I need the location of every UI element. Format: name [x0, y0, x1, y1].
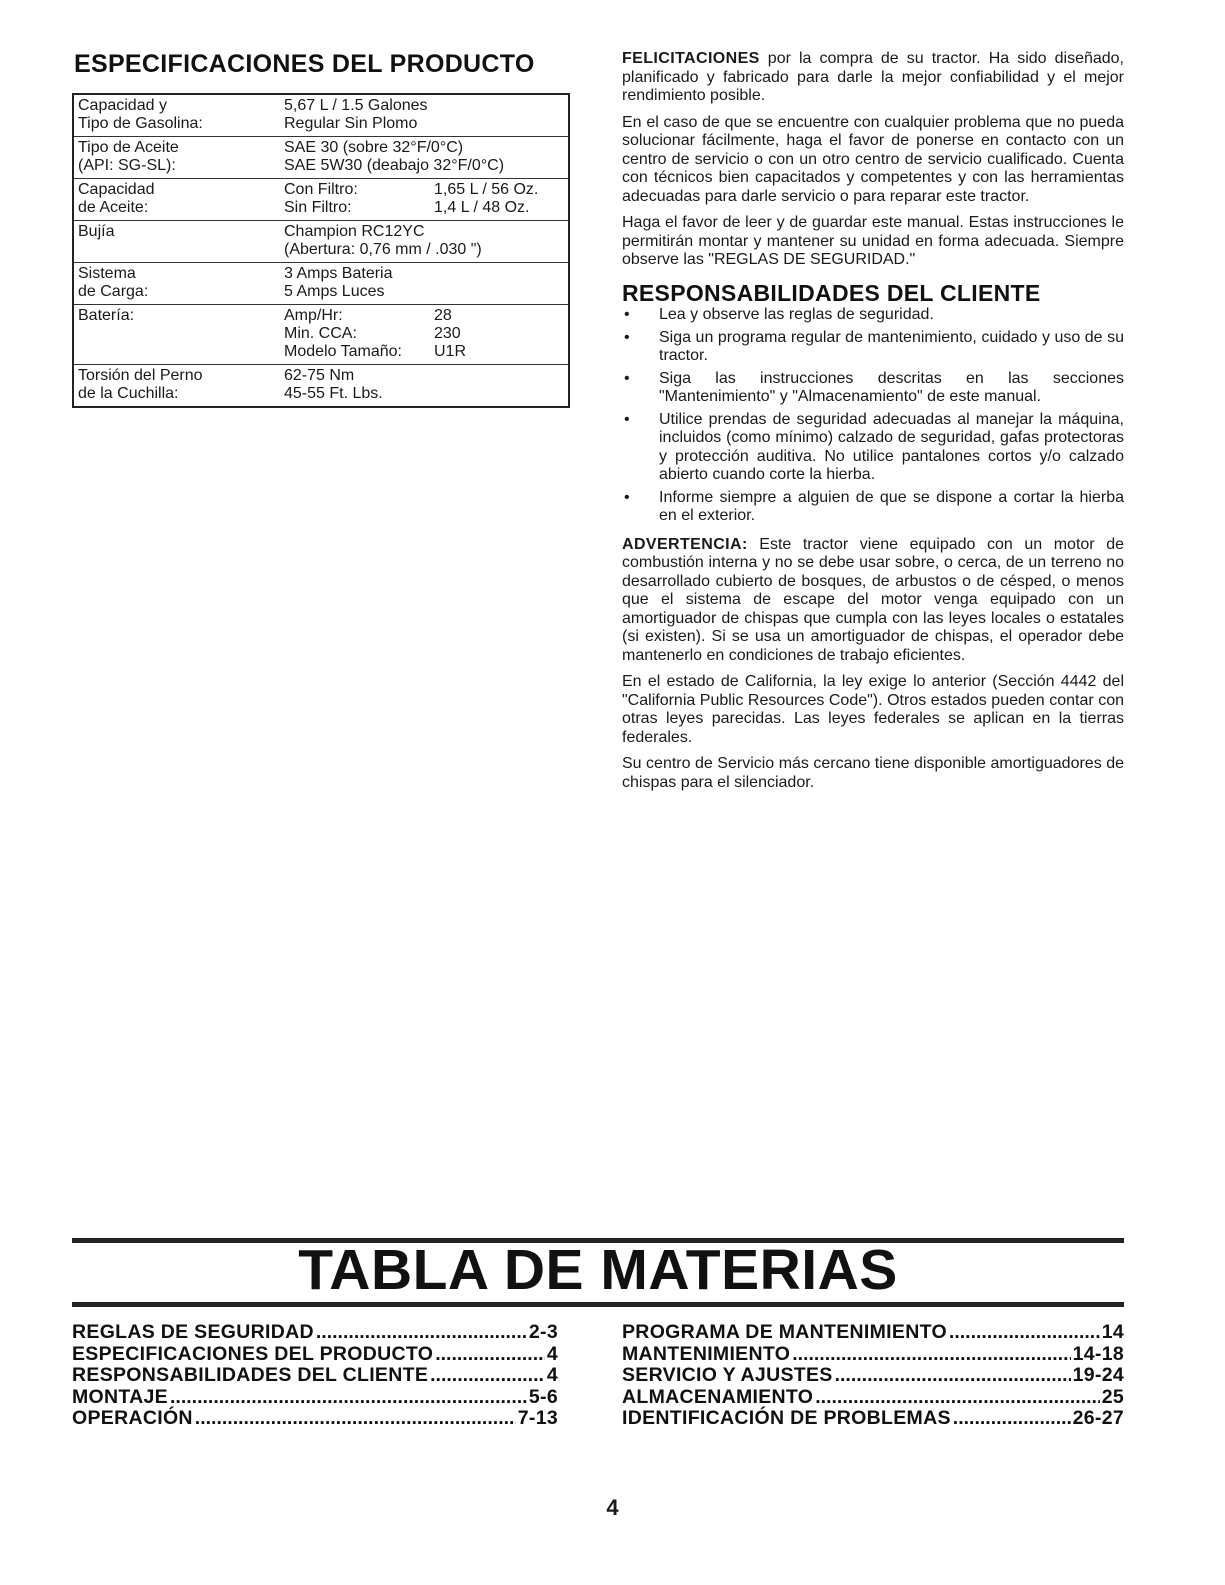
spec-value — [284, 367, 568, 403]
spec-value-line: (Abertura: 0,76 mm / .030 ") — [284, 241, 482, 258]
toc-title: TABLA DE MATERIAS — [298, 1238, 898, 1302]
spec-value-number: 230 — [434, 325, 461, 342]
spec-value-number: 28 — [434, 307, 452, 324]
bullet-icon: • — [624, 410, 630, 428]
toc-dot-leader — [792, 1344, 1070, 1366]
toc-entry — [622, 1408, 1124, 1430]
toc-entry-title: IDENTIFICACIÓN DE PROBLEMAS — [622, 1407, 951, 1429]
list-item — [622, 306, 1124, 325]
toc-entry — [72, 1344, 558, 1366]
toc-entry-title: ESPECIFICACIONES DEL PRODUCTO — [72, 1342, 434, 1365]
spec-value-key: Modelo Tamaño: — [284, 343, 402, 360]
toc-entry — [72, 1408, 558, 1430]
spec-value-line: Regular Sin Plomo — [284, 115, 418, 132]
toc-entry — [622, 1365, 1124, 1387]
spec-label: Tipo de Aceite (API: SG-SL): — [78, 139, 179, 174]
bullet-icon: • — [624, 328, 630, 346]
spec-value — [284, 139, 568, 175]
toc-dot-leader — [170, 1387, 527, 1409]
spec-row — [74, 304, 568, 364]
spec-row — [74, 136, 568, 178]
warning-paragraph — [622, 536, 1124, 666]
spec-value-pair — [284, 343, 568, 361]
toc-dot-leader — [316, 1322, 527, 1344]
spec-value — [284, 97, 568, 133]
toc-entry-title: RESPONSABILIDADES DEL CLIENTE — [72, 1364, 429, 1386]
spec-value-pair — [284, 325, 568, 343]
list-item-text: Siga un programa regular de mantenimiento, cuidado y uso de su tractor. — [659, 328, 1124, 364]
toc-entry-title: MONTAJE — [72, 1385, 168, 1408]
spec-label: Capacidad de Aceite: — [78, 181, 155, 216]
intro-paragraph-2: En el caso de que se encuentre con cualquier problema que no pueda solucionar fácilmente, haga el favor de ponerse en contacto con un centro de servicio o con un otro centro de servicio cualificado. Cuenta con técnicos bien capacitados y competentes y con las herramientas adecuadas para darle servicio o para reparar este tractor. — [622, 113, 1124, 205]
specs-table — [72, 93, 570, 408]
bullet-icon: • — [624, 488, 630, 506]
spec-value-pair — [284, 199, 568, 217]
spec-row — [74, 95, 568, 136]
toc-entry — [622, 1322, 1124, 1344]
spec-row — [74, 262, 568, 304]
spec-value-line: 5,67 L / 1.5 Galones — [284, 97, 428, 114]
toc-entry-page: 4 — [546, 1342, 558, 1365]
intro-lead-text: por la compra de su tractor. Ha sido diseñado, planificado y fabricado para darle la mejor confiabilidad y el mejor rendimiento posible. — [622, 50, 1124, 104]
spec-value-line: Champion RC12YC — [284, 223, 425, 240]
spec-row — [74, 220, 568, 262]
spec-value-line: 5 Amps Luces — [284, 283, 385, 300]
toc-entry — [72, 1365, 558, 1387]
specs-section — [72, 50, 570, 408]
toc-entry-page: 2-3 — [528, 1321, 558, 1343]
toc-entry-title: MANTENIMIENTO — [622, 1342, 791, 1365]
toc-entry-title: SERVICIO Y AJUSTES — [622, 1364, 833, 1386]
list-item — [622, 411, 1124, 485]
toc-dot-leader — [195, 1408, 516, 1430]
toc-entry-title: REGLAS DE SEGURIDAD — [72, 1321, 314, 1343]
toc-entry-page: 14 — [1101, 1321, 1124, 1343]
spec-value — [284, 223, 568, 259]
spec-label: Capacidad y Tipo de Gasolina: — [78, 97, 203, 132]
warning-paragraph-2: En el estado de California, la ley exige lo anterior (Sección 4442 del "California Public Resources Code"). Otros estados pueden contar con otras leyes parecidas. Las leyes federales se aplican en la tierras federales. — [622, 673, 1124, 746]
bullet-icon: • — [624, 369, 630, 387]
spec-value-number: 1,4 L / 48 Oz. — [434, 199, 530, 216]
spec-value-line: 62-75 Nm — [284, 367, 355, 384]
spec-value-key: Con Filtro: — [284, 181, 358, 198]
toc-entry-title: OPERACIÓN — [72, 1407, 193, 1429]
intro-paragraph — [622, 50, 1124, 106]
spec-value-line: 45-55 Ft. Lbs. — [284, 385, 383, 402]
bullet-icon: • — [624, 306, 630, 323]
spec-value-key: Sin Filtro: — [284, 199, 352, 216]
toc-dot-leader — [815, 1387, 1099, 1409]
spec-value-number: U1R — [434, 343, 467, 360]
intro-paragraph-3: Haga el favor de leer y de guardar este manual. Estas instrucciones le permitirán montar y mantener su unidad en forma adecuada. Siempre observe las "REGLAS DE SEGURIDAD." — [622, 214, 1124, 268]
spec-value — [284, 307, 568, 361]
list-item-text: Utilice prendas de seguridad adecuadas al manejar la máquina, incluidos (como mínimo) calzado de seguridad, gafas protectoras y protección auditiva. No utilice pantalones cortos y/o calzado abierto cuando corte la hierba. — [659, 410, 1124, 483]
toc-entry-page: 25 — [1101, 1385, 1124, 1408]
toc-entry-page: 14-18 — [1072, 1342, 1124, 1365]
toc-entry — [72, 1322, 558, 1344]
specs-heading: ESPECIFICACIONES DEL PRODUCTO — [74, 50, 535, 78]
toc-entry-title: PROGRAMA DE MANTENIMIENTO — [622, 1321, 947, 1343]
toc-entry — [622, 1344, 1124, 1366]
list-item-text: Lea y observe las reglas de seguridad. — [659, 306, 934, 323]
warning-text: Este tractor viene equipado con un motor de combustión interna y no se debe usar sobre, o cerca, de un terreno no desarrollado cubierto de bosques, de arbustos o de césped, o menos que el sistema de escape del motor venga equipado con un amortiguador de chispas que cumpla con las leyes locales o estatales (si existen). Si se usa un amortiguador de chispas, el operador debe mantenerlo en condiciones de trabajo eficientes. — [622, 535, 1124, 664]
toc-dot-leader — [430, 1365, 545, 1387]
toc-dot-leader — [435, 1344, 545, 1366]
list-item — [622, 329, 1124, 366]
intro-lead: FELICITACIONES — [622, 50, 760, 67]
warning-lead: ADVERTENCIA: — [622, 535, 748, 553]
toc-dot-leader — [835, 1365, 1071, 1387]
spec-value-line: SAE 5W30 (deabajo 32°F/0°C) — [284, 157, 505, 174]
warning-paragraph-3: Su centro de Servicio más cercano tiene disponible amortiguadores de chispas para el silenciador. — [622, 755, 1124, 791]
toc-entry-title: ALMACENAMIENTO — [622, 1385, 814, 1408]
toc-entry — [72, 1387, 558, 1409]
toc-right-column — [622, 1322, 1124, 1430]
toc-entry-page: 4 — [546, 1364, 558, 1386]
list-item-text: Informe siempre a alguien de que se dispone a cortar la hierba en el exterior. — [659, 488, 1124, 524]
spec-value-line: SAE 30 (sobre 32°F/0°C) — [284, 139, 464, 156]
toc-entry — [622, 1387, 1124, 1409]
list-item — [622, 370, 1124, 407]
toc-entry-page: 5-6 — [528, 1385, 558, 1408]
spec-label: Batería: — [78, 307, 135, 324]
toc-entry-page: 7-13 — [517, 1407, 558, 1429]
spec-value-key: Min. CCA: — [284, 325, 357, 342]
spec-value-pair — [284, 181, 568, 199]
responsibilities-list — [622, 306, 1124, 526]
spec-label: Bujía — [78, 223, 115, 240]
list-item-text: Siga las instrucciones descritas en las secciones "Mantenimiento" y "Almacenamiento" de este manual. — [659, 369, 1124, 405]
spec-value — [284, 265, 568, 301]
toc-left-column — [72, 1322, 558, 1430]
spec-value-line: 3 Amps Bateria — [284, 265, 393, 282]
toc-entry-page: 19-24 — [1072, 1364, 1124, 1386]
spec-value-number: 1,65 L / 56 Oz. — [434, 181, 539, 198]
page-number: 4 — [606, 1495, 619, 1520]
toc-dot-leader — [949, 1322, 1100, 1344]
toc-entry-page: 26-27 — [1072, 1407, 1124, 1429]
spec-row — [74, 364, 568, 406]
list-item — [622, 489, 1124, 526]
spec-value-pair — [284, 307, 568, 325]
spec-label: Sistema de Carga: — [78, 265, 149, 300]
spec-value — [284, 181, 568, 217]
spec-label: Torsión del Perno de la Cuchilla: — [78, 367, 203, 402]
toc-bottom-rule — [72, 1302, 1124, 1307]
toc-dot-leader — [953, 1408, 1071, 1430]
spec-row — [74, 178, 568, 220]
responsibilities-heading: RESPONSABILIDADES DEL CLIENTE — [622, 279, 1041, 306]
spec-value-key: Amp/Hr: — [284, 307, 343, 324]
intro-column — [622, 50, 1124, 800]
